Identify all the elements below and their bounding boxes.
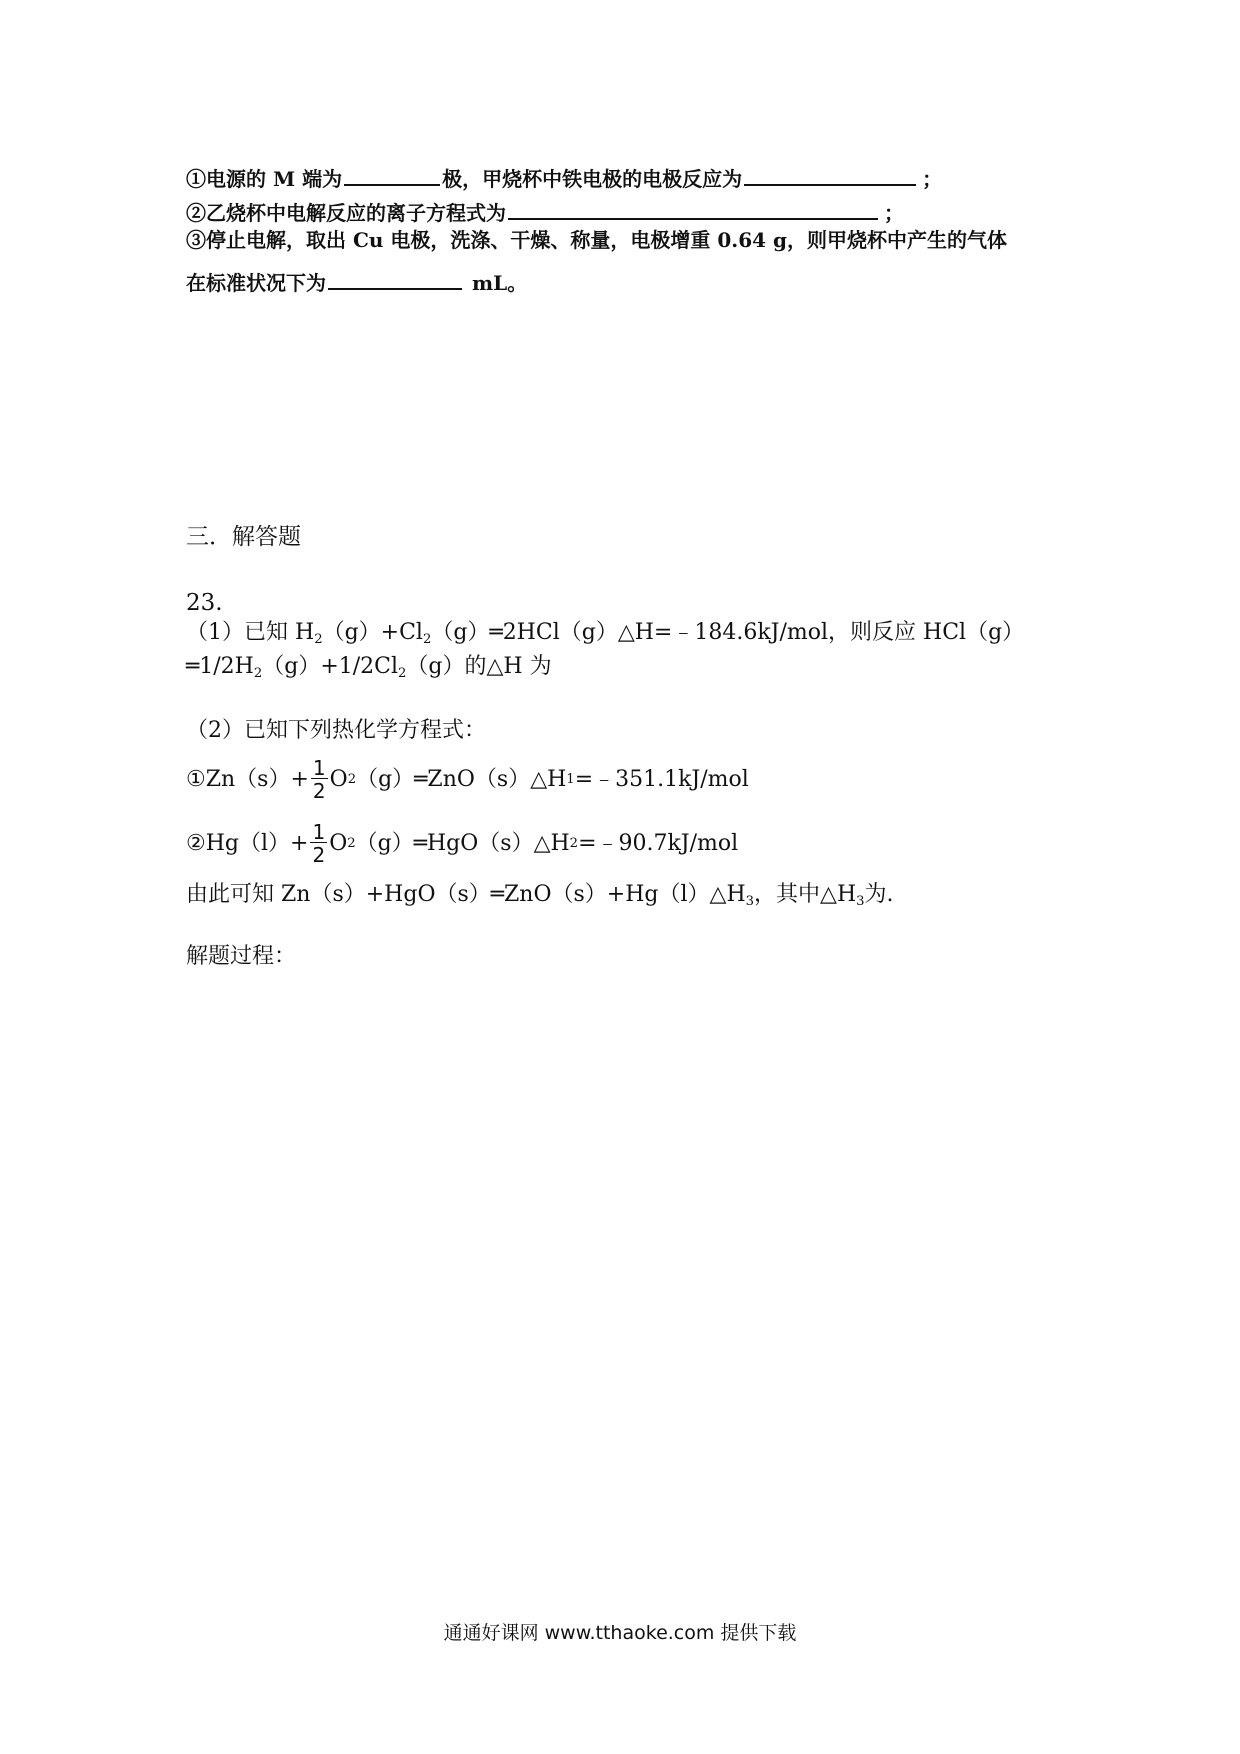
fraction-denominator: 2 [312,779,326,803]
subscript: 3 [745,894,755,909]
subscript: 1 [566,771,575,787]
q23-part1-line2 [186,656,552,680]
eq2-c: （g）═HgO（s）△H [355,830,570,856]
subscript: 2 [398,666,407,681]
answer-blank[interactable] [328,266,462,290]
q23-p1-b: （g）+Cl [322,620,423,645]
subscript: 2 [314,632,323,647]
question-number: 23. [186,590,223,616]
subscript: 2 [347,771,357,787]
eq1-c: （g）═ZnO（s）△H [356,766,567,792]
answer-blank[interactable] [744,162,916,186]
question-part-1 [186,162,942,189]
conclusion [186,884,894,908]
subscript: 2 [569,835,579,851]
eq1-d: =﹣351.1kJ/mol [574,766,749,792]
fraction-numerator: 1 [312,820,326,844]
eq1-b: O [329,766,348,792]
fraction [310,822,327,865]
footer-text: 通通好课网 www.tthaoke.com 提供下载 [443,1622,797,1644]
fraction-numerator: 1 [312,756,326,780]
q23-p1-line2-b: （g）+1/2Cl [262,654,399,679]
question-part-3-line2 [186,266,527,293]
q3-text-line2: 在标准状况下为 [186,271,326,295]
subscript: 2 [422,632,432,647]
fraction [311,758,328,801]
equation-2 [186,822,738,865]
q1-text-b: 极，甲烧杯中铁电极的电极反应为 [442,167,743,191]
q1-text-a: ①电源的 M 端为 [186,167,343,191]
q23-part1-line1 [186,622,1024,646]
conclusion-a: 由此可知 Zn（s）+HgO（s）═ZnO（s）+Hg（l）△H [186,882,746,907]
eq2-a: ②Hg（l）+ [186,830,309,856]
answer-blank[interactable] [344,162,440,186]
q23-p1-line2-a: ═1/2H [186,654,254,679]
answer-blank[interactable] [508,196,878,220]
equation-1 [186,758,749,801]
eq2-b: O [329,830,348,856]
section-title: 三．解答题 [186,524,301,550]
q2-text: ②乙烧杯中电解反应的离子方程式为 [186,201,506,225]
q23-part2-intro: （2）已知下列热化学方程式： [186,718,486,743]
eq2-d: =﹣90.7kJ/mol [578,830,739,856]
process-label: 解题过程： [186,944,297,969]
eq1-a: ①Zn（s）+ [186,766,309,792]
q2-end: ； [884,201,904,225]
conclusion-b: ，其中△H [754,882,857,907]
question-part-3-line1 [186,230,1007,250]
subscript: 2 [253,666,263,681]
question-part-2 [186,196,904,223]
q23-p1-a: （1）已知 H [186,620,315,645]
q3-end: mL。 [472,271,528,295]
q23-p1-line2-c: （g）的△H 为 [406,654,552,679]
conclusion-c: 为. [864,882,894,907]
q1-end: ； [922,167,943,191]
q3-text-line1: ③停止电解，取出 Cu 电极，洗涤、干燥、称量，电极增重 0.64 g，则甲烧杯中产生的气体 [186,228,1008,252]
subscript: 2 [347,835,356,851]
subscript: 3 [856,894,865,909]
fraction-denominator: 2 [312,843,326,867]
q23-p1-c: （g）═2HCl（g）△H=﹣184.6kJ/mol，则反应 HCl（g） [431,620,1025,645]
